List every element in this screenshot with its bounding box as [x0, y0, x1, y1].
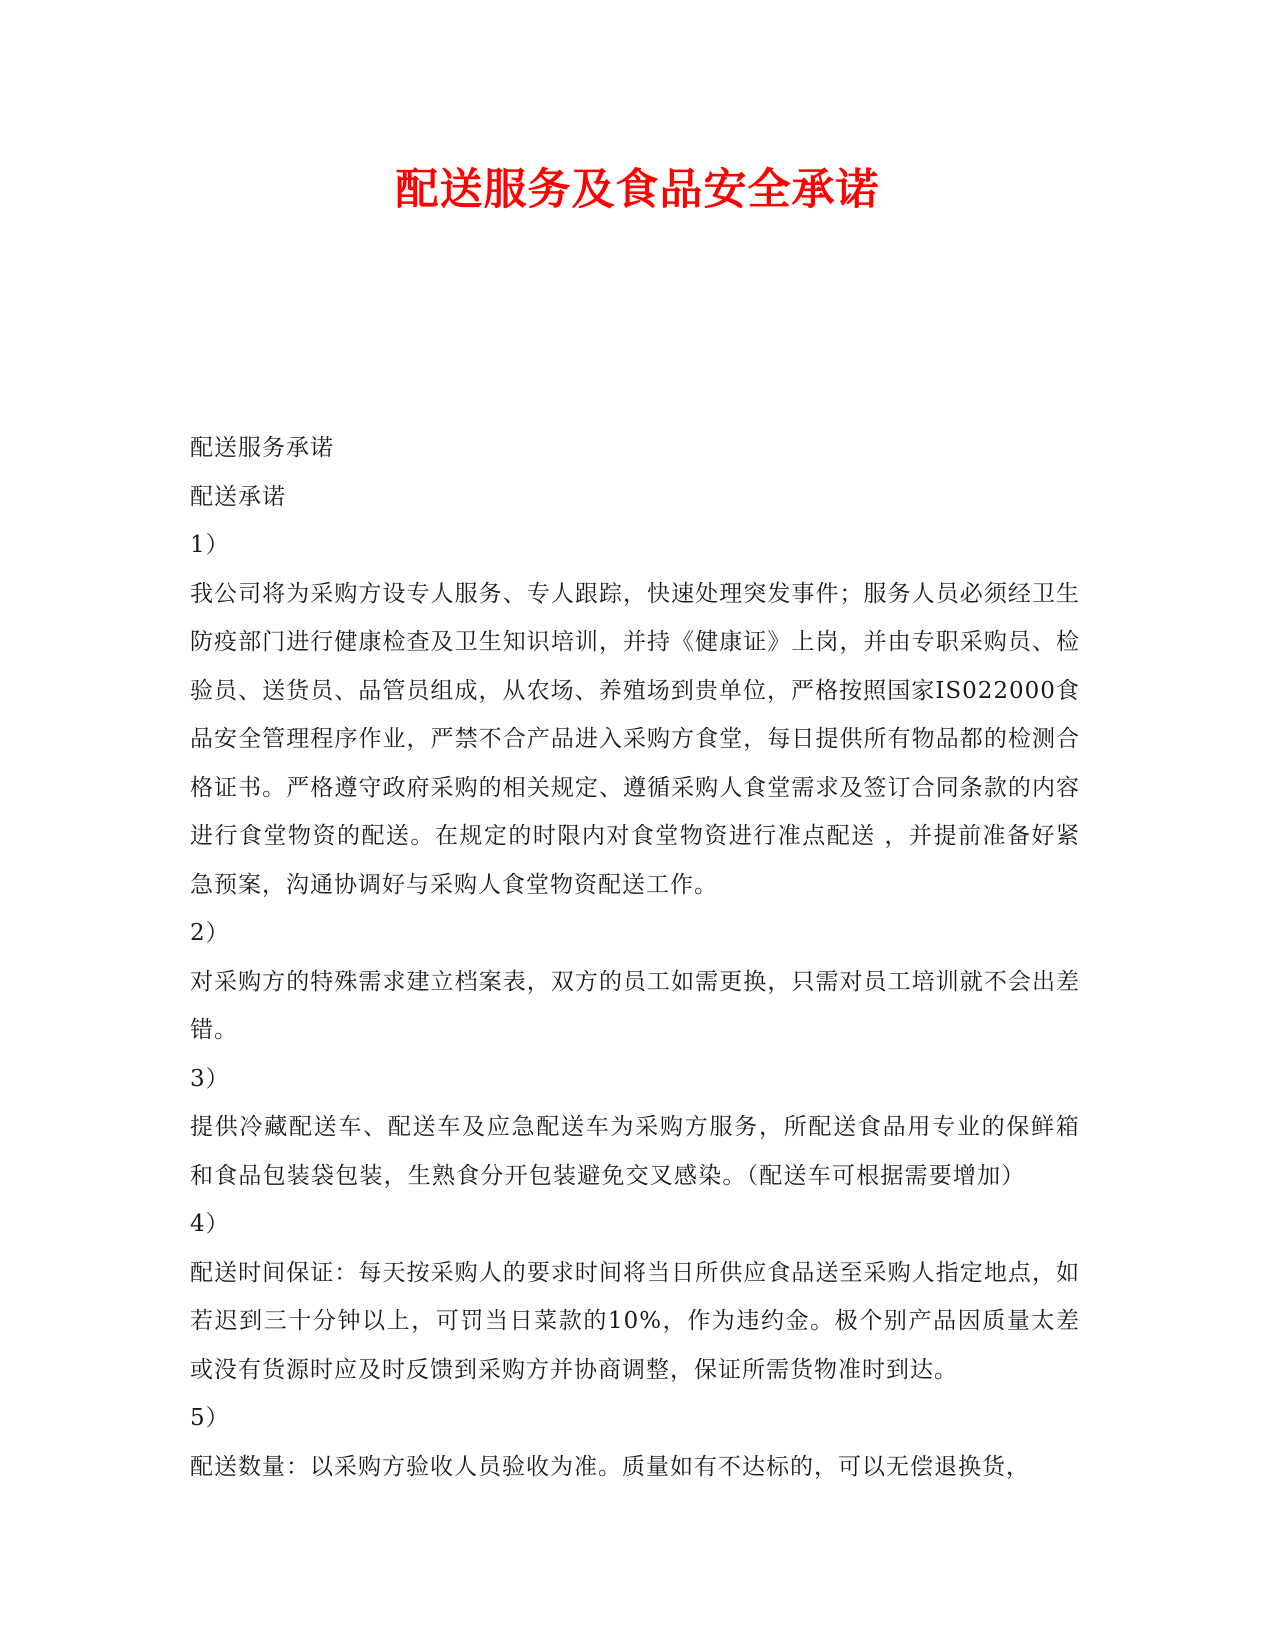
- item-text: 配送时间保证：每天按采购人的要求时间将当日所供应食品送至采购人指定地点，如若迟到三十分钟以上，可罚当日菜款的10%，作为违约金。极个别产品因质量太差或没有货源时应及时反馈到采购方并协商调整，保证所需货物准时到达。: [190, 1259, 1080, 1383]
- item-text: 配送数量：以采购方验收人员验收为准。质量如有不达标的，可以无偿退换货，: [190, 1453, 1030, 1480]
- section-heading: 配送服务承诺: [190, 435, 334, 461]
- item-number: 3）: [190, 1065, 230, 1092]
- item-text: 对采购方的特殊需求建立档案表，双方的员工如需更换，只需对员工培训就不会出差错。: [190, 968, 1080, 1043]
- item-text: 提供冷藏配送车、配送车及应急配送车为采购方服务，所配送食品用专业的保鲜箱和食品包装袋包装，生熟食分开包装避免交叉感染。（配送车可根据需要增加）: [190, 1114, 1080, 1189]
- item-number: 5）: [190, 1405, 230, 1431]
- item-text: 我公司将为采购方设专人服务、专人跟踪，快速处理突发事件；服务人员必须经卫生防疫部门进行健康检查及卫生知识培训，并持《健康证》上岗，并由专职采购员、检验员、送货员、品管员组成，从农场、养殖场到贵单位，严格按照国家IS022000食品安全管理程序作业，严禁不合产品进入采购方食堂，每日提供所有物品都的检测合格证书。严格遵守政府采购的相关规定、遵循采购人食堂需求及签订合同条款的内容进行食堂物资的配送。在规定的时限内对食堂物资进行准点配送 ，并提前准备好紧急预案，沟通协调好与采购人食堂物资配送工作。: [190, 580, 1080, 898]
- item-number: 2）: [190, 920, 230, 946]
- subsection-heading: 配送承诺: [190, 483, 286, 510]
- item-number: 4）: [190, 1211, 230, 1237]
- document-title: 配送服务及食品安全承诺: [395, 165, 880, 215]
- item-number: 1）: [190, 532, 230, 558]
- document-body: [190, 424, 1080, 1491]
